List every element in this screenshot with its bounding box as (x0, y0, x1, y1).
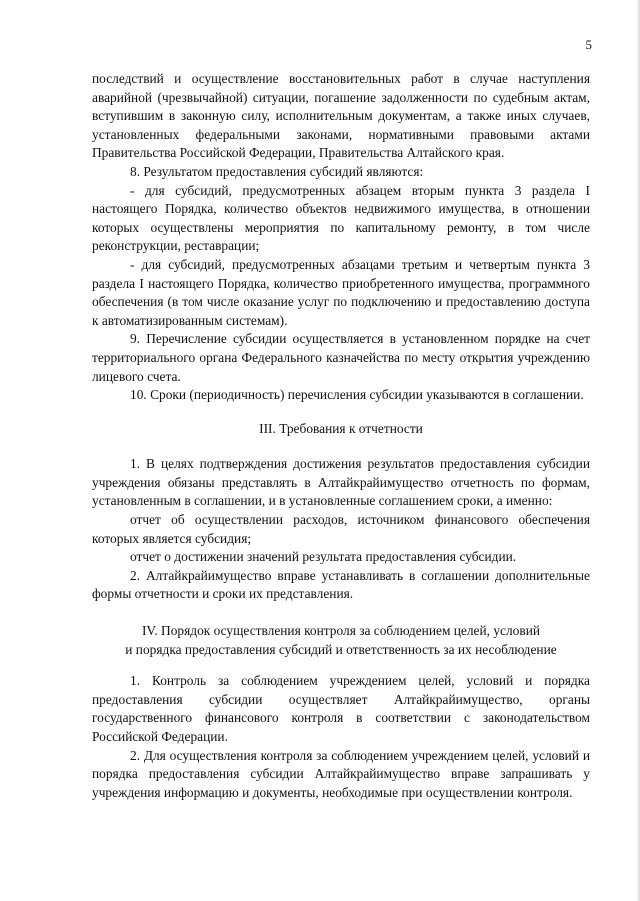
paragraph-8-item-a: - для субсидий, предусмотренных абзацем вторым пункта 3 раздела I настоящего Порядка, количество объектов недвижимого имущества, в отношении которых осуществлены мероприятия по капитальному ремонту, в том числе реконструкции, реставрации; (92, 182, 590, 254)
section-3-paragraph-1: 1. В целях подтверждения достижения результатов предоставления субсидии учреждения обязаны представлять в Алтайкрайимущество отчетность по формам, установленным в соглашении, и в установленные соглашением сроки, а именно: (92, 456, 590, 509)
section-3-item-results-report: отчет о достижении значений результата предоставления субсидии. (130, 549, 517, 565)
section-gap (92, 438, 590, 455)
paragraph-10: 10. Сроки (периодичность) перечисления субсидии указываются в соглашении. (130, 387, 584, 403)
paragraph-8: 8. Результатом предоставления субсидий являются: (130, 163, 424, 179)
paragraph-8-item-b: - для субсидий, предусмотренных абзацами третьим и четвертым пункта 3 раздела I настоящего Порядка, количество приобретенного имущества, программного обеспечения (в том числе оказание услуг по подключению и предоставлению доступа к автоматизированным системам). (92, 256, 590, 328)
section-gap (92, 659, 590, 672)
section-4-paragraph-1: 1. Контроль за соблюдением учреждением целей, условий и порядка предоставления субсидии осуществляет Алтайкрайимущество, органы государственного финансового контроля в соответствии с законодательством Российской Федерации. (92, 673, 590, 744)
paragraph-intro-continuation: последствий и осуществление восстановительных работ в случае наступления аварийной (чрезвычайной) ситуации, погашение задолженности по судебным актам, вступившим в законную силу, исполнительным документам, а также иных случаев, установленных федеральными законами, нормативными правовыми актами Правительства Российской Федерации, Правительства Алтайского края. (92, 71, 590, 161)
section-3-paragraph-2: 2. Алтайкрайимущество вправе устанавливать в соглашении дополнительные формы отчетности и сроки их представления. (92, 567, 590, 602)
section-gap (92, 604, 590, 622)
section-4-title-line-2: и порядка предоставления субсидий и ответственность за их несоблюдение (125, 641, 557, 657)
section-3-item-expenses-report: отчет об осуществлении расходов, источником финансового обеспечения которых является субсидия; (92, 512, 590, 546)
section-3-title: III. Требования к отчетности (259, 420, 423, 436)
document-content (92, 70, 590, 802)
section-4-title-line-1: IV. Порядок осуществления контроля за соблюдением целей, условий (141, 623, 541, 639)
paragraph-9: 9. Перечисление субсидии осуществляется в установленном порядке на счет территориального органа Федерального казначейства по месту открытия учреждению лицевого счета. (92, 331, 590, 384)
section-gap (92, 405, 590, 420)
page-number: 5 (585, 37, 592, 52)
section-4-paragraph-2: 2. Для осуществления контроля за соблюдением учреждением целей, условий и порядка предоставления субсидии Алтайкрайимущество вправе запрашивать у учреждения информацию и документы, необходимые при осуществлении контроля. (92, 747, 590, 800)
